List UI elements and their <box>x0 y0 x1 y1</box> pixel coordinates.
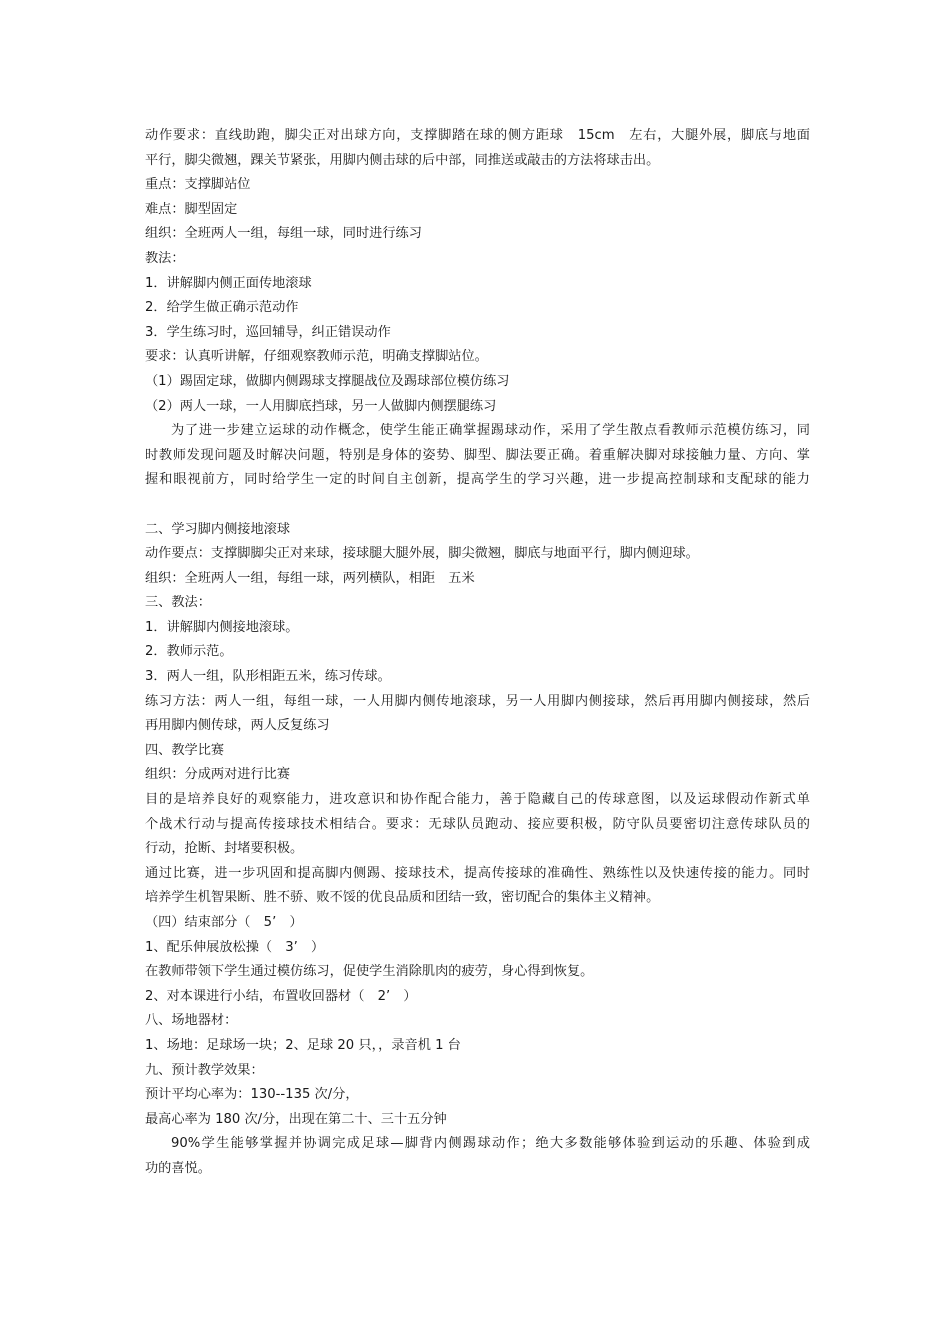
section-heading: 八、场地器材： <box>145 1013 238 1029</box>
document-body <box>145 124 810 1182</box>
list-item: 1、配乐伸展放松操（ 3’ ） <box>145 939 325 955</box>
paragraph-line: 动作要求：直线助跑，脚尖正对出球方向，支撑脚踏在球的侧方距球 15cm 左右，大腿外展，脚底与地面 <box>145 128 810 143</box>
paragraph-line: 握和眼视前方，同时给学生一定的时间自主创新，提高学生的学习兴趣，进一步提高控制球和支配球的能力 <box>145 472 810 488</box>
paragraph-line: 时教师发现问题及时解决问题，特别是身体的姿势、脚型、脚法要正确。着重解决脚对球接触力量、方向、掌 <box>145 447 810 463</box>
list-item: 2．给学生做正确示范动作 <box>145 300 299 316</box>
list-item: （1）踢固定球，做脚内侧踢球支撑腿战位及踢球部位模仿练习 <box>145 373 510 389</box>
paragraph-line: 重点：支撑脚站位 <box>145 177 251 193</box>
section-heading: （四）结束部分（ 5’ ） <box>145 915 303 930</box>
list-item: 1．讲解脚内侧接地滚球。 <box>145 619 299 635</box>
paragraph-line: 再用脚内侧传球，两人反复练习 <box>145 718 330 734</box>
paragraph-line: 目的是培养良好的观察能力，进攻意识和协作配合能力，善于隐藏自己的传球意图，以及运球假动作新式单 <box>145 792 810 808</box>
paragraph-line: 平行，脚尖微翘，踝关节紧张，用脚内侧击球的后中部，同推送或敲击的方法将球击出。 <box>145 152 660 168</box>
paragraph-line: 在教师带领下学生通过模仿练习，促使学生消除肌肉的疲劳，身心得到恢复。 <box>145 964 594 980</box>
paragraph-line: 动作要点：支撑脚脚尖正对来球，接球腿大腿外展，脚尖微翘，脚底与地面平行，脚内侧迎球。 <box>145 546 699 562</box>
paragraph-line: 组织：全班两人一组，每组一球，同时进行练习 <box>145 226 422 242</box>
section-heading: 三、教法： <box>145 595 211 611</box>
paragraph-line: 预计平均心率为：130--135 次/分， <box>145 1087 359 1103</box>
paragraph-line: 功的喜悦。 <box>145 1160 211 1176</box>
section-heading: 教法： <box>145 250 185 266</box>
paragraph-line: 组织：分成两对进行比赛 <box>145 767 291 783</box>
paragraph-line: 通过比赛，进一步巩固和提高脚内侧踢、接球技术，提高传接球的准确性、熟练性以及快速传接的能力。同时 <box>145 865 810 881</box>
list-item: 2．教师示范。 <box>145 644 233 660</box>
paragraph-line: 难点：脚型固定 <box>145 201 238 217</box>
section-heading: 四、教学比赛 <box>145 742 225 758</box>
list-item: 2、对本课进行小结，布置收回器材（ 2’ ） <box>145 988 417 1004</box>
section-heading: 二、学习脚内侧接地滚球 <box>145 521 291 537</box>
paragraph-line: 为了进一步建立运球的动作概念，使学生能正确掌握踢球动作，采用了学生散点看教师示范模仿练习，同 <box>171 423 810 439</box>
paragraph-line: 组织：全班两人一组，每组一球，两列横队，相距 五米 <box>145 570 475 586</box>
paragraph-line: 最高心率为 180 次/分，出现在第二十、三十五分钟 <box>145 1111 447 1127</box>
list-item: 3．两人一组，队形相距五米，练习传球。 <box>145 669 391 685</box>
paragraph-line: 行动，抢断、封堵要积极。 <box>145 841 304 857</box>
paragraph-line: 要求：认真听讲解，仔细观察教师示范，明确支撑脚站位。 <box>145 349 488 365</box>
paragraph-line: 90%学生能够掌握并协调完成足球—脚背内侧踢球动作；绝大多数能够体验到运动的乐趣、体验到成 <box>171 1136 810 1152</box>
list-item: 1．讲解脚内侧正面传地滚球 <box>145 275 312 291</box>
blank-line <box>145 493 810 518</box>
list-item: （2）两人一球，一人用脚底挡球，另一人做脚内侧摆腿练习 <box>145 398 497 414</box>
paragraph-line: 培养学生机智果断、胜不骄、败不馁的优良品质和团结一致，密切配合的集体主义精神。 <box>145 890 660 906</box>
paragraph-line: 个战术行动与提高传接球技术相结合。要求：无球队员跑动、接应要积极，防守队员要密切注意传球队员的 <box>145 816 810 832</box>
section-heading: 九、预计教学效果： <box>145 1062 264 1078</box>
list-item: 3．学生练习时，巡回辅导，纠正错误动作 <box>145 324 391 340</box>
paragraph-line: 1、场地：足球场一块；2、足球 20 只，，录音机 1 台 <box>145 1037 461 1053</box>
paragraph-line: 练习方法：两人一组，每组一球，一人用脚内侧传地滚球，另一人用脚内侧接球，然后再用脚内侧接球，然后 <box>145 693 810 709</box>
